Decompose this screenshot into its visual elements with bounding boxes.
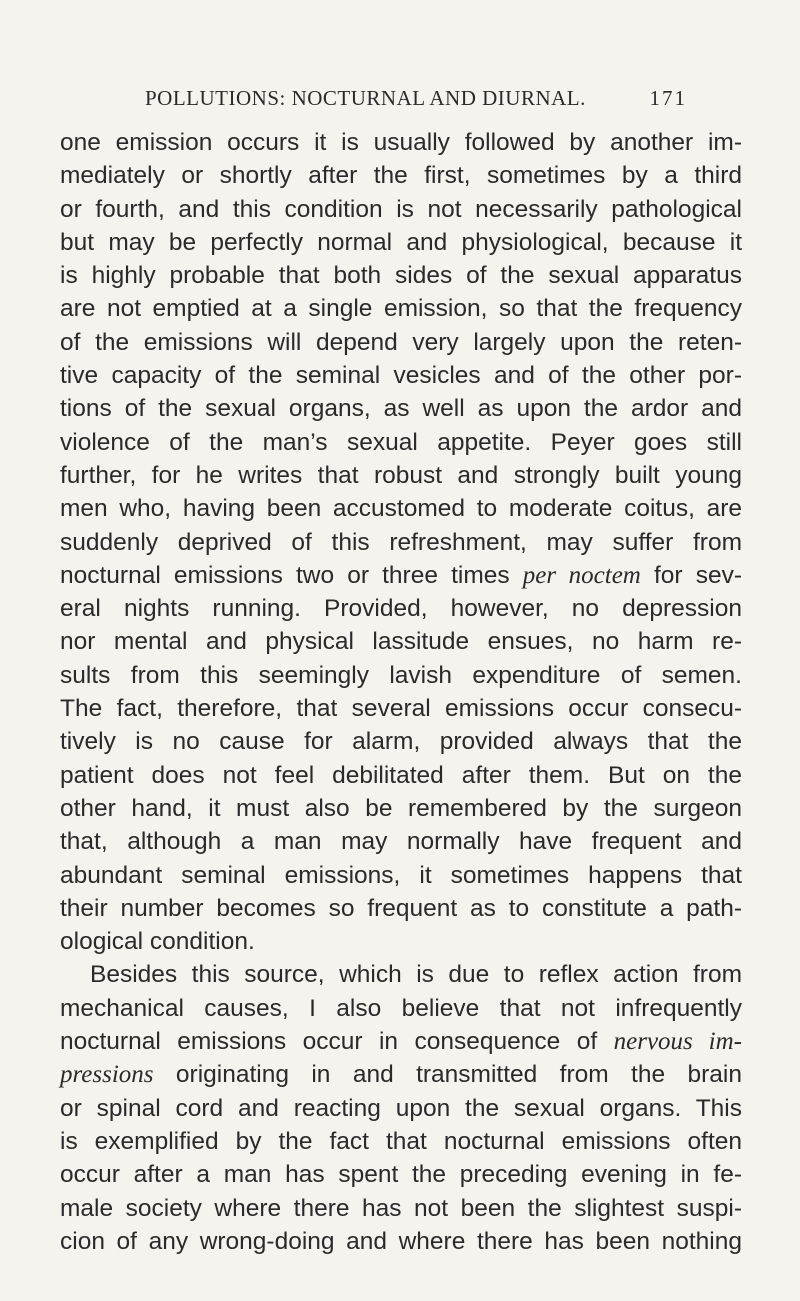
line-text: originating in and transmitted from the brain: [153, 1061, 742, 1089]
line-text: nocturnal emissions occur in consequence of: [60, 1028, 614, 1056]
text-line: male society where there has not been the slightest suspi-: [60, 1194, 742, 1222]
text-line: [60, 1058, 742, 1091]
text-line: men who, having been accustomed to moderate coitus, are: [60, 495, 742, 523]
text-line: or spinal cord and reacting upon the sexual organs. This: [60, 1094, 742, 1122]
text-line: tively is no cause for alarm, provided always that the: [60, 728, 742, 756]
text-line: cion of any wrong-doing and where there has been nothing: [60, 1227, 742, 1255]
text-line: their number becomes so frequent as to constitute a path-: [60, 894, 742, 922]
text-line: [60, 1025, 742, 1058]
text-line: occur after a man has spent the preceding evening in fe-: [60, 1161, 742, 1189]
text-line: or fourth, and this condition is not necessarily pathological: [60, 195, 742, 223]
text-line: is highly probable that both sides of the sexual apparatus: [60, 262, 742, 290]
text-line: that, although a man may normally have frequent and: [60, 828, 742, 856]
text-line: but may be perfectly normal and physiological, because it: [60, 228, 742, 256]
text-line: abundant seminal emissions, it sometimes happens that: [60, 861, 742, 889]
text-line: further, for he writes that robust and strongly built young: [60, 461, 742, 489]
text-line: violence of the man’s sexual appetite. Peyer goes still: [60, 428, 742, 456]
text-line: ological condition.: [60, 928, 255, 956]
text-line: mediately or shortly after the first, sometimes by a third: [60, 162, 742, 190]
running-title: POLLUTIONS: NOCTURNAL AND DIURNAL.: [145, 86, 586, 110]
text-line: other hand, it must also be remembered by the surgeon: [60, 794, 742, 822]
text-line: tions of the sexual organs, as well as upon the ardor and: [60, 395, 742, 423]
text-line: nor mental and physical lassitude ensues, no harm re-: [60, 628, 742, 656]
text-line: patient does not feel debilitated after them. But on the: [60, 761, 742, 789]
italic-phrase: nervous im-: [613, 1028, 743, 1056]
text-line: sults from this seemingly lavish expenditure of semen.: [60, 661, 742, 689]
text-line: [60, 559, 742, 592]
text-line: eral nights running. Provided, however, no depression: [60, 595, 742, 623]
text-line: The fact, therefore, that several emissions occur consecu-: [60, 695, 742, 723]
italic-phrase: pressions: [60, 1061, 154, 1089]
text-line: of the emissions will depend very largely upon the reten-: [60, 328, 742, 356]
text-line: Besides this source, which is due to reflex action from: [90, 961, 742, 989]
text-line: one emission occurs it is usually followed by another im-: [60, 129, 742, 156]
text-line: are not emptied at a single emission, so that the frequency: [60, 295, 742, 323]
text-line: suddenly deprived of this refreshment, may suffer from: [60, 528, 742, 556]
running-header: [145, 86, 687, 116]
text-line: tive capacity of the seminal vesicles and of the other por-: [60, 362, 742, 390]
line-text: nocturnal emissions two or three times: [60, 561, 523, 589]
text-line: mechanical causes, I also believe that not infrequently: [60, 994, 742, 1022]
line-text: for sev-: [640, 561, 742, 589]
body-text: [60, 126, 742, 1258]
page-number: 171: [649, 86, 687, 110]
italic-phrase: per noctem: [522, 561, 641, 589]
text-line: is exemplified by the fact that nocturnal emissions often: [60, 1127, 742, 1155]
